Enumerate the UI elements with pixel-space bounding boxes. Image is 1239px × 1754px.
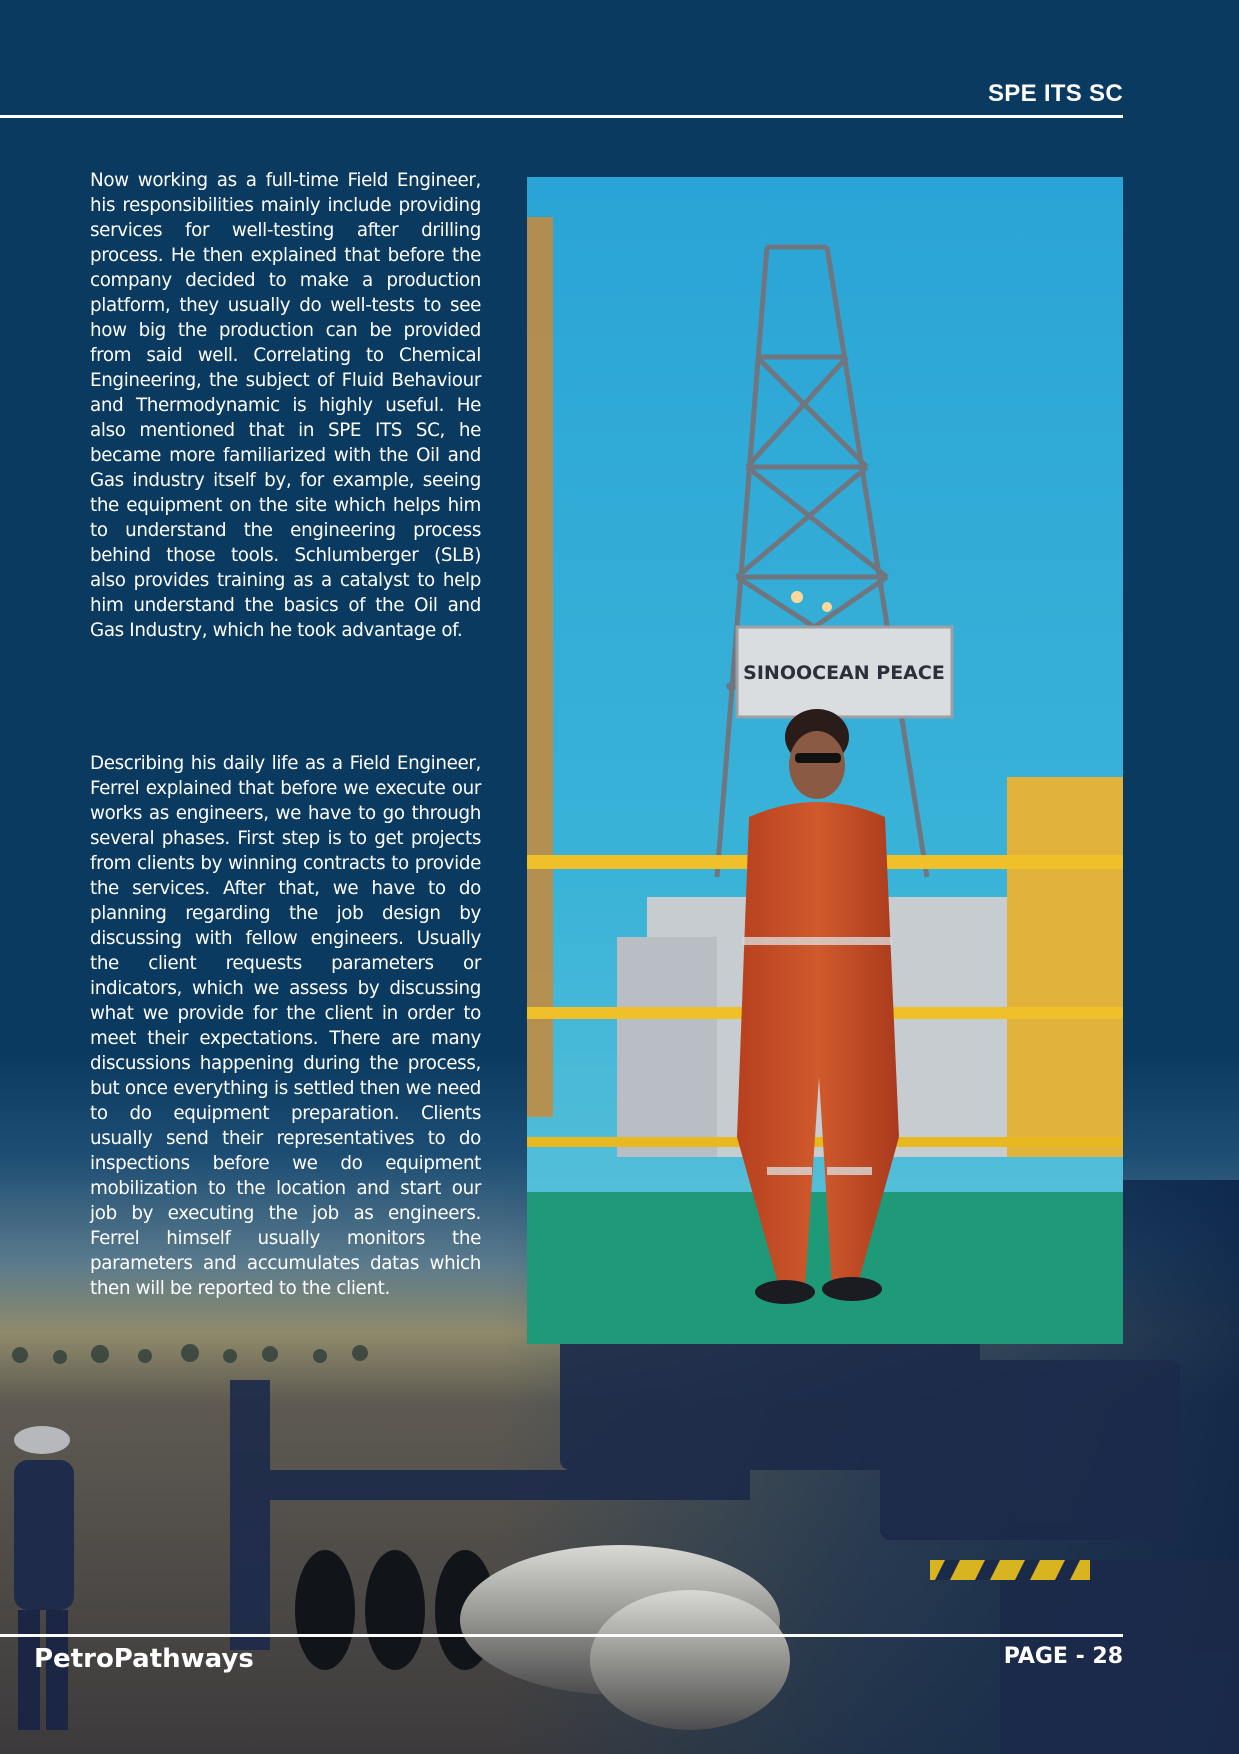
engineer-rig-photo <box>527 177 1123 1344</box>
page-number: PAGE - 28 <box>1003 1644 1123 1669</box>
footer-brand: PetroPathways <box>34 1644 254 1674</box>
footer-divider <box>0 1634 1123 1637</box>
article-paragraph-1: Now working as a full-time Field Engineer, his responsibilities mainly include providing services for well-testing after drilling process. He then explained that before the company decided to make a production platform, they usually do well-tests to see how big the production can be provided from said well. Correlating to Chemical Engineering, the subject of Fluid Behaviour and Thermodynamic is highly useful. He also mentioned that in SPE ITS SC, he became more familiarized with the Oil and Gas industry itself by, for example, seeing the equipment on the site which helps him to understand the engineering process behind those tools. Schlumberger (SLB) also provides training as a catalyst to help him understand the basics of the Oil and Gas Industry, which he took advantage of. <box>90 170 481 641</box>
article-paragraph-2: Describing his daily life as a Field Engineer, Ferrel explained that before we execute our works as engineers, we have to go through several phases. First step is to get projects from clients by winning contracts to provide the services. After that, we have to do planning regarding the job design by discussing with fellow engineers. Usually the client requests parameters or indicators, which we assess by discussing what we provide for the client in order to meet their expectations. There are many discussions happening during the process, but once everything is settled then we need to do equipment preparation. Clients usually send their representatives to do inspections before we do equipment mobilization to the location and start our job by executing the job as engineers. Ferrel himself usually monitors the parameters and accumulates datas which then will be reported to the client. <box>90 753 481 1299</box>
header-divider <box>0 115 1123 118</box>
rig-sign-text: SINOOCEAN PEACE <box>743 662 945 684</box>
header-title: SPE ITS SC <box>987 80 1123 107</box>
